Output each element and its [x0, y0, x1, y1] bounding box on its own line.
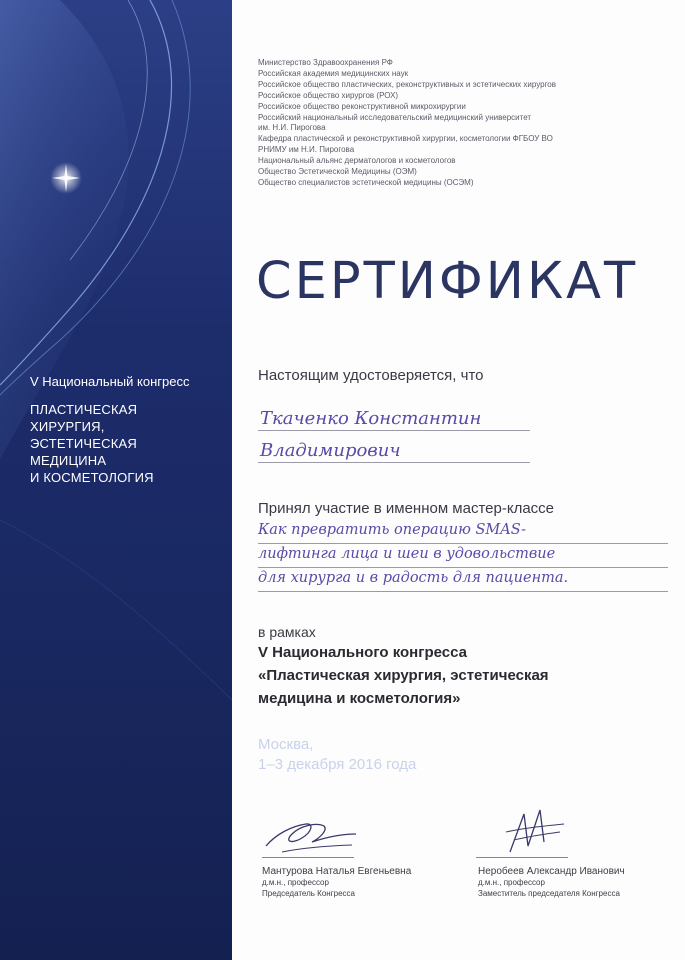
recipient-name-line1: Ткаченко Константин — [260, 408, 482, 429]
congress-number: V Национальный конгресс — [30, 374, 190, 389]
left-decorative-panel — [0, 0, 232, 960]
framework-prefix: в рамках — [258, 624, 316, 640]
organization-item: Национальный альянс дерматологов и косметологов — [258, 156, 456, 166]
masterclass-topic-line: для хирурга и в радость для пациента. — [258, 570, 569, 586]
name-underline — [258, 430, 530, 431]
organization-item: Министерство Здравоохранения РФ — [258, 58, 393, 67]
organization-item: Российская академия медицинских наук — [258, 68, 409, 78]
signatory-block — [262, 866, 411, 899]
signature-line — [476, 857, 568, 858]
signatory-name: Неробеев Александр Иванович — [478, 866, 625, 877]
organization-item: Российское общество реконструктивной микрохирургии — [258, 101, 466, 111]
congress-name-line: ХИРУРГИЯ, — [30, 419, 105, 434]
signatory-degree: д.м.н., профессор — [262, 878, 329, 887]
organizations-list — [258, 58, 658, 189]
organization-item: Кафедра пластической и реконструктивной хирургии, косметологии ФГБОУ ВО — [258, 134, 553, 144]
signatory-block — [478, 866, 625, 899]
congress-name-line: медицина и косметология» — [258, 690, 461, 707]
topic-underline — [258, 567, 668, 568]
congress-reference: V Национального конгресса — [258, 644, 468, 661]
certificate-title: СЕРТИФИКАТ — [256, 252, 639, 311]
recipient-name-line2: Владимирович — [260, 440, 401, 461]
participation-statement: Принял участие в именном мастер-классе — [258, 500, 555, 517]
name-underline — [258, 462, 530, 463]
congress-name-line: ЭСТЕТИЧЕСКАЯ — [30, 436, 137, 451]
event-dates: 1–3 декабря 2016 года — [258, 756, 417, 773]
organization-item: Российское общество хирургов (РОХ) — [258, 90, 399, 100]
organization-item: Общество Эстетической Медицины (ОЭМ) — [258, 167, 417, 177]
masterclass-topic-line: Как превратить операцию SMAS- — [258, 522, 527, 538]
organization-item: Российское общество пластических, реконструктивных и эстетических хирургов — [258, 79, 557, 89]
event-place: Москва, — [258, 736, 314, 753]
signatory-role: Председатель Конгресса — [262, 889, 355, 898]
topic-underline — [258, 543, 668, 544]
congress-name-line: МЕДИЦИНА — [30, 453, 107, 468]
topic-underline — [258, 591, 668, 592]
organization-item: РНИМУ им Н.И. Пирогова — [258, 145, 355, 155]
signatory-degree: д.м.н., профессор — [478, 878, 545, 887]
organization-item: им. Н.И. Пирогова — [258, 123, 326, 133]
signatory-role: Заместитель председателя Конгресса — [478, 889, 620, 898]
organization-item: Общество специалистов эстетической медицины (ОСЭМ) — [258, 177, 474, 187]
signature-mantulova — [262, 812, 362, 862]
organization-item: Российский национальный исследовательский медицинский университет — [258, 112, 532, 122]
congress-branding — [30, 374, 230, 486]
congress-name-line: «Пластическая хирургия, эстетическая — [258, 667, 549, 684]
signature-nerobeev — [500, 806, 570, 858]
signature-line — [262, 857, 354, 858]
congress-name-line: ПЛАСТИЧЕСКАЯ — [30, 402, 138, 417]
certify-statement: Настоящим удостоверяется, что — [258, 367, 484, 384]
congress-name-line: И КОСМЕТОЛОГИЯ — [30, 470, 154, 485]
masterclass-topic-line: лифтинга лица и шеи в удовольствие — [258, 546, 556, 562]
signatory-name: Мантурова Наталья Евгеньевна — [262, 866, 412, 877]
